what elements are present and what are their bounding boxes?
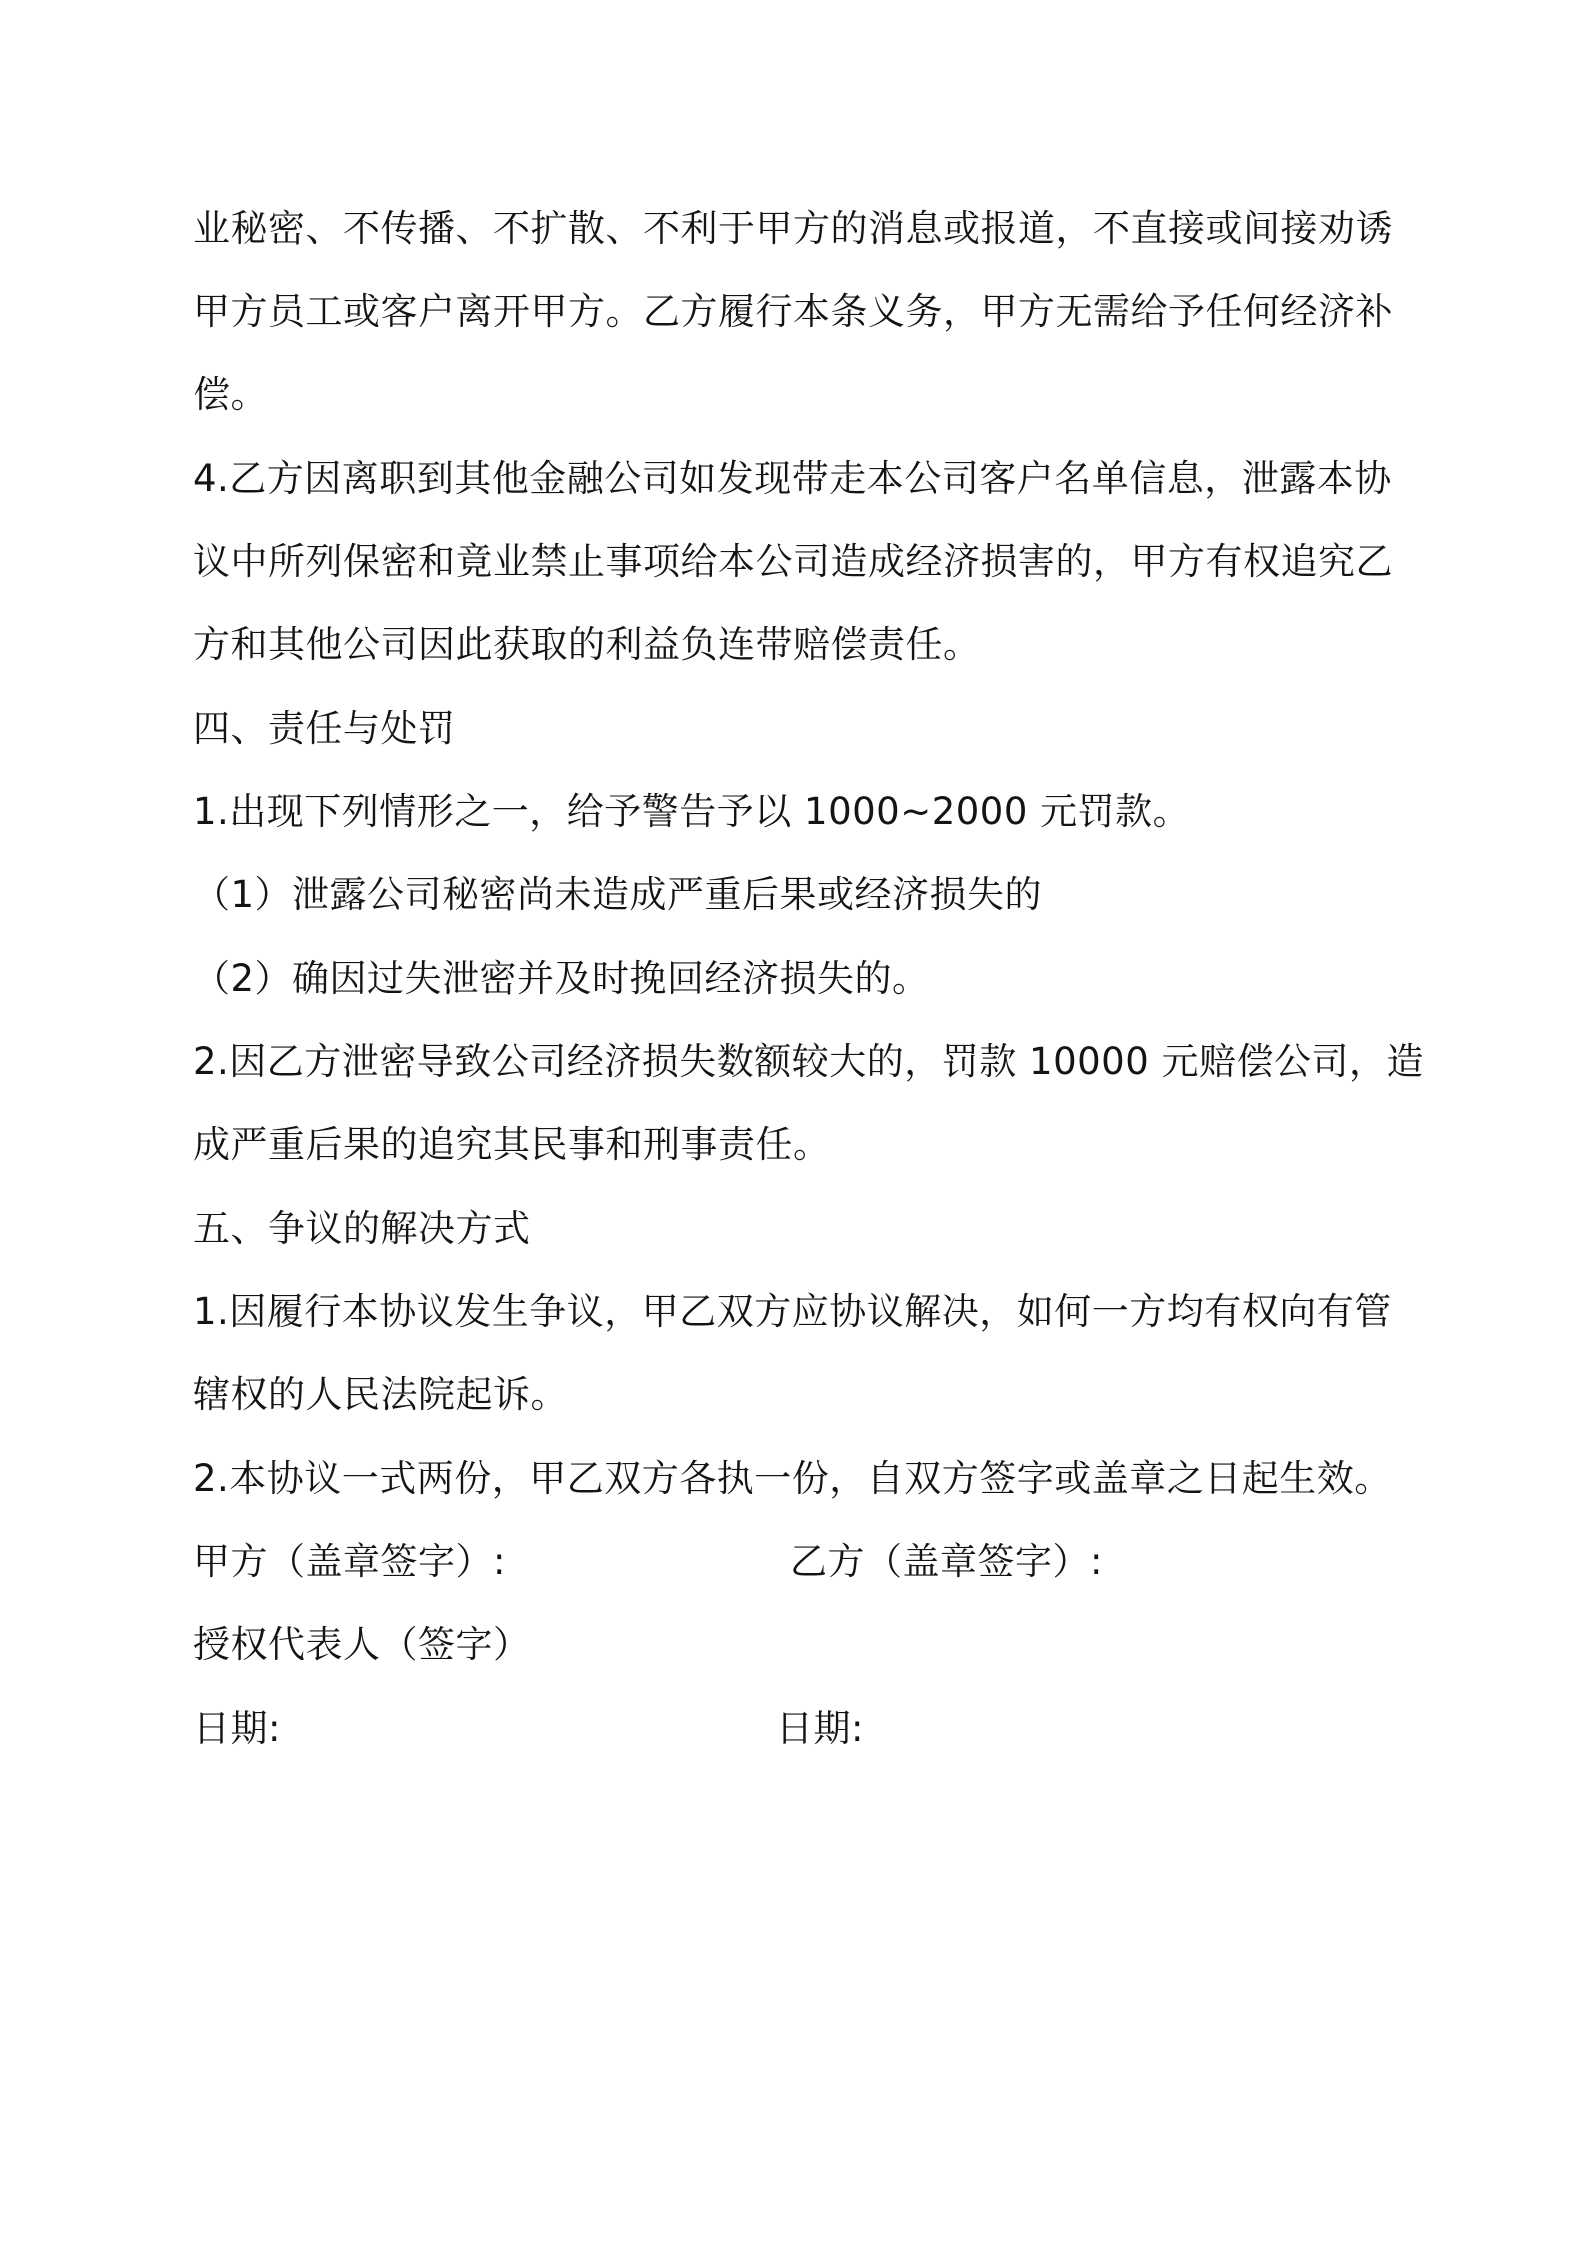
party-a-date-label: 日期:: [193, 1707, 281, 1750]
text-line: 甲方员工或客户离开甲方。乙方履行本条义务，甲方无需给予任何经济补: [193, 290, 1393, 333]
section-heading: 四、责任与处罚: [193, 707, 456, 750]
party-a-signature-label: 甲方（盖章签字）:: [193, 1540, 506, 1583]
text-line: 业秘密、不传播、不扩散、不利于甲方的消息或报道，不直接或间接劝诱: [193, 207, 1393, 250]
text-line: 偿。: [193, 373, 268, 416]
text-line: 2.因乙方泄密导致公司经济损失数额较大的，罚款 10000 元赔偿公司，造: [193, 1040, 1425, 1083]
text-line: 1.出现下列情形之一，给予警告予以 1000~2000 元罚款。: [193, 790, 1191, 833]
text-line: 1.因履行本协议发生争议，甲乙双方应协议解决，如何一方均有权向有管: [193, 1290, 1392, 1333]
text-line: 辖权的人民法院起诉。: [193, 1373, 568, 1416]
text-line: 2.本协议一式两份，甲乙双方各执一份，自双方签字或盖章之日起生效。: [193, 1457, 1392, 1500]
text-line: 成严重后果的追究其民事和刑事责任。: [193, 1123, 831, 1166]
text-line: 方和其他公司因此获取的利益负连带赔偿责任。: [193, 623, 981, 666]
representative-signature-label: 授权代表人（签字）: [193, 1623, 531, 1666]
text-line: 议中所列保密和竟业禁止事项给本公司造成经济损害的，甲方有权追究乙: [193, 540, 1393, 583]
text-line: （2）确因过失泄密并及时挽回经济损失的。: [193, 957, 930, 1000]
section-heading: 五、争议的解决方式: [193, 1207, 531, 1250]
text-line: （1）泄露公司秘密尚未造成严重后果或经济损失的: [193, 873, 1043, 916]
text-line: 4.乙方因离职到其他金融公司如发现带走本公司客户名单信息，泄露本协: [193, 457, 1392, 500]
party-b-signature-label: 乙方（盖章签字）:: [790, 1540, 1103, 1583]
party-b-date-label: 日期:: [776, 1707, 864, 1750]
